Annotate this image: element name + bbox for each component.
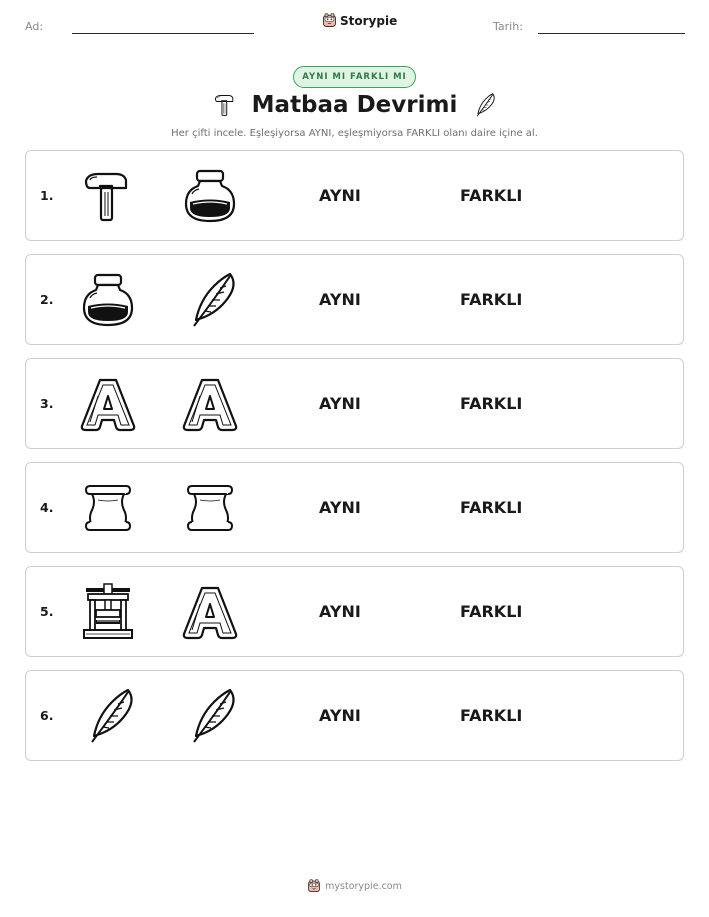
date-line[interactable] [538, 33, 685, 34]
option-same[interactable]: AYNI [319, 186, 361, 205]
option-same[interactable]: AYNI [319, 394, 361, 413]
name-label: Ad: [25, 20, 44, 33]
brand-logo [322, 13, 397, 28]
option-different[interactable]: FARKLI [460, 394, 523, 413]
row-number: 2. [40, 292, 54, 307]
scroll-icon [78, 478, 138, 538]
option-different[interactable]: FARKLI [460, 290, 523, 309]
activity-badge: AYNI MI FARKLI MI [293, 66, 416, 88]
option-different[interactable]: FARKLI [460, 498, 523, 517]
ink-pot-icon [180, 166, 240, 226]
exercise-row [25, 358, 684, 449]
option-same[interactable]: AYNI [319, 290, 361, 309]
row-number: 4. [40, 500, 54, 515]
name-line[interactable] [72, 33, 254, 34]
option-different[interactable]: FARKLI [460, 186, 523, 205]
brand-name: Storypie [340, 13, 398, 28]
quill-icon [180, 270, 240, 330]
option-different[interactable]: FARKLI [460, 602, 523, 621]
row-number: 5. [40, 604, 54, 619]
exercise-row [25, 566, 684, 657]
footer-url[interactable]: mystorypie.com [325, 880, 402, 892]
quill-icon [471, 92, 497, 118]
option-same[interactable]: AYNI [319, 706, 361, 725]
ink-pot-icon [78, 270, 138, 330]
option-same[interactable]: AYNI [319, 602, 361, 621]
letter-a-icon [180, 374, 240, 434]
exercise-row [25, 670, 684, 761]
footer [0, 879, 709, 893]
row-number: 3. [40, 396, 54, 411]
quill-icon [180, 686, 240, 746]
page-title: Matbaa Devrimi [251, 92, 458, 118]
letter-a-icon [180, 582, 240, 642]
hammer-icon [212, 92, 238, 118]
quill-icon [78, 686, 138, 746]
instructions: Her çifti incele. Eşleşiyorsa AYNI, eşleşmiyorsa FARKLI olanı daire içine al. [171, 128, 538, 139]
row-number: 1. [40, 188, 54, 203]
hammer-icon [78, 166, 138, 226]
exercise-row [25, 462, 684, 553]
mascot-icon [307, 879, 321, 893]
letter-a-icon [78, 374, 138, 434]
exercise-row [25, 150, 684, 241]
title-row [0, 92, 709, 118]
scroll-icon [180, 478, 240, 538]
printing-press-icon [78, 582, 138, 642]
date-label: Tarih: [493, 20, 523, 33]
row-number: 6. [40, 708, 54, 723]
exercise-row [25, 254, 684, 345]
option-same[interactable]: AYNI [319, 498, 361, 517]
option-different[interactable]: FARKLI [460, 706, 523, 725]
mascot-icon [322, 13, 337, 28]
